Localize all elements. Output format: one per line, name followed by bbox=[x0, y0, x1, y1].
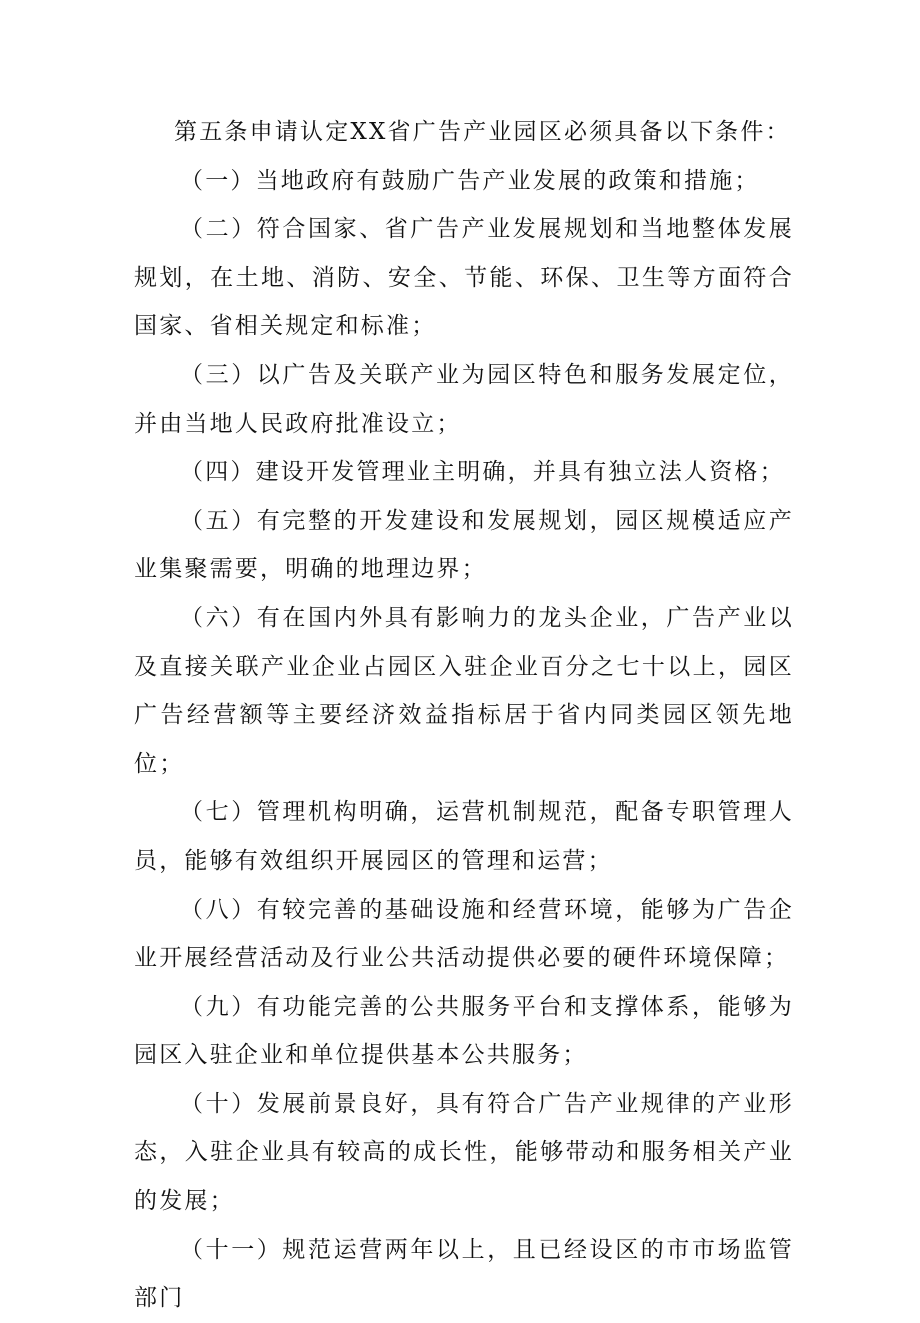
condition-6: （六）有在国内外具有影响力的龙头企业，广告产业以及直接关联产业企业占园区入驻企业百分之七十以上，园区广告经营额等主要经济效益指标居于省内同类园区领先地位； bbox=[134, 604, 794, 777]
condition-5: （五）有完整的开发建设和发展规划，园区规模适应产业集聚需要，明确的地理边界； bbox=[134, 507, 794, 583]
condition-1: （一）当地政府有鼓励广告产业发展的政策和措施； bbox=[180, 167, 760, 194]
condition-4: （四）建设开发管理业主明确，并具有独立法人资格； bbox=[180, 459, 785, 486]
article-body bbox=[134, 108, 794, 1323]
condition-8: （八）有较完善的基础设施和经营环境，能够为广告企业开展经营活动及行业公共活动提供必要的硬件环境保障； bbox=[134, 896, 794, 972]
condition-11: （十一）规范运营两年以上，且已经设区的市市场监管部门 bbox=[134, 1236, 794, 1312]
condition-7: （七）管理机构明确，运营机制规范，配备专职管理人员，能够有效组织开展园区的管理和运营； bbox=[134, 799, 794, 874]
article-heading: 第五条申请认定XX省广告产业园区必须具备以下条件： bbox=[174, 119, 791, 145]
condition-3: （三）以广告及关联产业为园区特色和服务发展定位，并由当地人民政府批准设立； bbox=[134, 361, 794, 437]
condition-2: （二）符合国家、省广告产业发展规划和当地整体发展规划，在土地、消防、安全、节能、环保、卫生等方面符合国家、省相关规定和标准； bbox=[134, 216, 794, 340]
condition-9: （九）有功能完善的公共服务平台和支撑体系，能够为园区入驻企业和单位提供基本公共服务； bbox=[134, 993, 794, 1069]
condition-10: （十）发展前景良好，具有符合广告产业规律的产业形态，入驻企业具有较高的成长性，能够带动和服务相关产业的发展； bbox=[134, 1090, 794, 1215]
